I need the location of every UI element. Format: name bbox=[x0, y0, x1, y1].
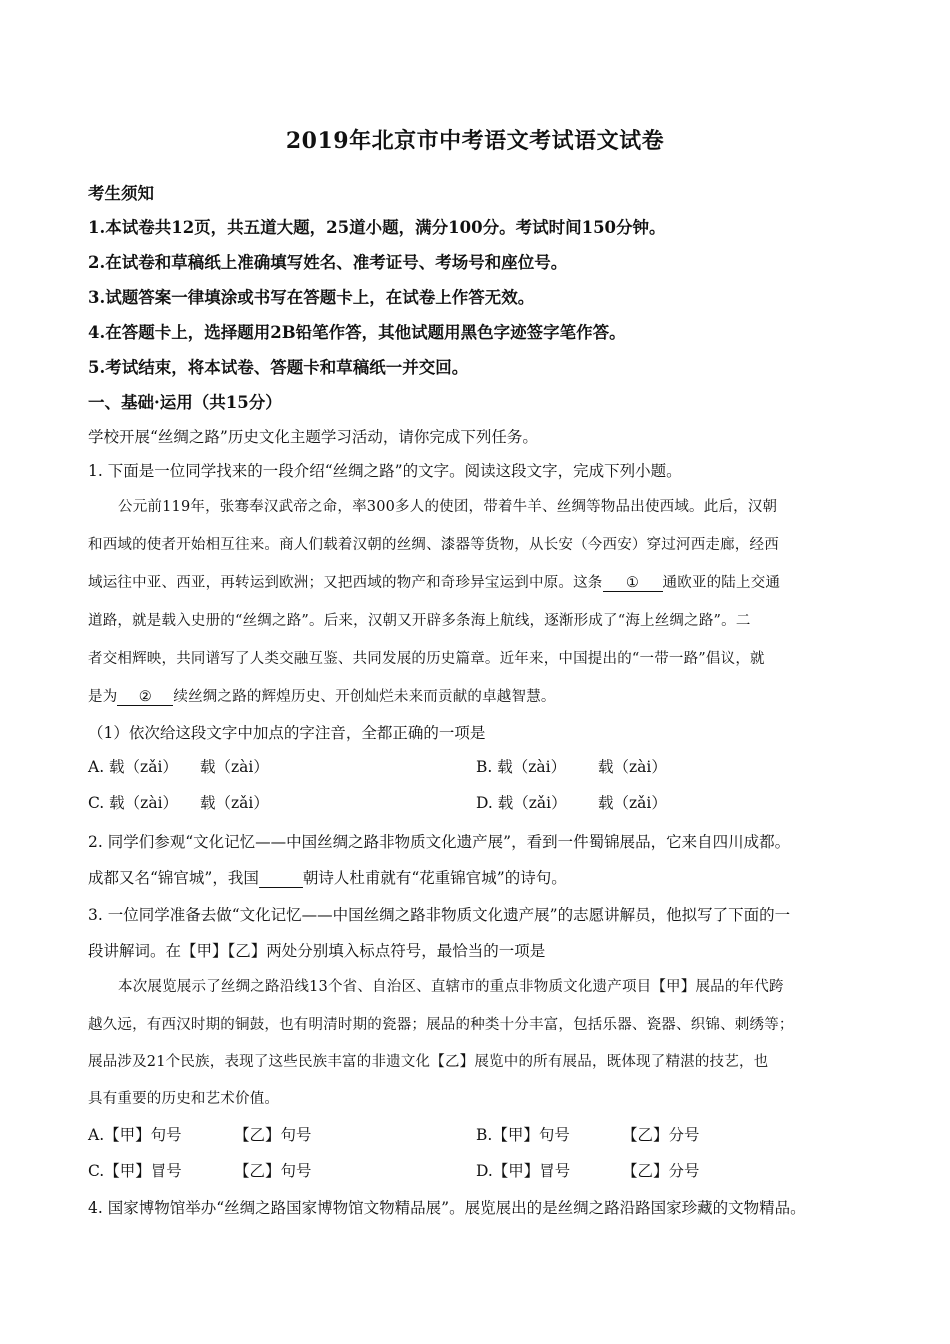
passage-1-line-2: 和西域的使者开始相互往来。商人们载着汉朝的丝绸、漆器等货物，从长安（今西安）穿过河西走廊，经西 bbox=[88, 537, 779, 553]
q1-option-d-second: 载（zǎi） bbox=[598, 794, 667, 812]
passage-1-line-4: 道路，就是载入史册的“丝绸之路”。后来，汉朝又开辟多条海上航线，逐渐形成了“海上丝绸之路”。二 bbox=[88, 613, 751, 629]
q3-option-a: A.【甲】句号 bbox=[88, 1126, 182, 1144]
passage-2-line-1: 本次展览展示了丝绸之路沿线13个省、自治区、直辖市的重点非物质文化遗产项目【甲】展品的年代跨 bbox=[118, 979, 784, 995]
section-heading: 一、基础·运用（共15分） bbox=[88, 393, 282, 412]
passage-2-line-4: 具有重要的历史和艺术价值。 bbox=[88, 1091, 280, 1107]
q3-option-a-second: 【乙】句号 bbox=[234, 1126, 312, 1144]
question-1-stem: 1. 下面是一位同学找来的一段介绍“丝绸之路”的文字。阅读这段文字，完成下列小题。 bbox=[88, 462, 682, 480]
question-2-line-1: 2. 同学们参观“文化记忆——中国丝绸之路非物质文化遗产展”，看到一件蜀锦展品，它来自四川成都。 bbox=[88, 833, 791, 851]
notice-item-1: 1.本试卷共12页，共五道大题，25道小题，满分100分。考试时间150分钟。 bbox=[88, 218, 666, 237]
q1-option-a: A. 载（zǎi） bbox=[88, 758, 178, 776]
notice-item-5: 5.考试结束，将本试卷、答题卡和草稿纸一并交回。 bbox=[88, 358, 469, 377]
notice-item-4: 4.在答题卡上，选择题用2B铅笔作答，其他试题用黑色字迹签字笔作答。 bbox=[88, 323, 626, 342]
passage-1-line-6: 是为 ② 续丝绸之路的辉煌历史、开创灿烂未来而贡献的卓越智慧。 bbox=[88, 689, 556, 705]
notice-heading: 考生须知 bbox=[88, 184, 154, 203]
q3-option-c-second: 【乙】句号 bbox=[234, 1162, 312, 1180]
notice-item-3: 3.试题答案一律填涂或书写在答题卡上，在试卷上作答无效。 bbox=[88, 288, 535, 307]
passage-1-line-3: 域运往中亚、西亚，再转运到欧洲；又把西域的物产和奇珍异宝运到中原。这条 ① 通欧亚的陆上交通 bbox=[88, 575, 781, 591]
q3-option-c: C.【甲】冒号 bbox=[88, 1162, 182, 1180]
question-2-line-2: 成都又名“锦官城”，我国 朝诗人杜甫就有“花重锦官城”的诗句。 bbox=[88, 869, 567, 887]
page-title: 2019年北京市中考语文考试语文试卷 bbox=[285, 128, 665, 154]
blank-1: ① bbox=[603, 575, 663, 592]
question-3-line-1: 3. 一位同学准备去做“文化记忆——中国丝绸之路非物质文化遗产展”的志愿讲解员，他拟写了下面的一 bbox=[88, 906, 791, 924]
passage-1-line-5: 者交相辉映，共同谱写了人类交融互鉴、共同发展的历史篇章。近年来，中国提出的“一带一路”倡议，就 bbox=[88, 651, 765, 667]
passage-1-line-1: 公元前119年，张骞奉汉武帝之命，率300多人的使团，带着牛羊、丝绸等物品出使西域。此后，汉朝 bbox=[118, 499, 778, 515]
q1-option-c-second: 载（zǎi） bbox=[200, 794, 269, 812]
q1-option-d: D. 载（zǎi） bbox=[476, 794, 567, 812]
q1-option-a-second: 载（zài） bbox=[200, 758, 269, 776]
question-3-line-2: 段讲解词。在【甲】【乙】两处分别填入标点符号，最恰当的一项是 bbox=[88, 942, 546, 960]
q1-option-c: C. 载（zài） bbox=[88, 794, 179, 812]
q1-option-b-second: 载（zài） bbox=[598, 758, 667, 776]
q3-option-b: B.【甲】句号 bbox=[476, 1126, 570, 1144]
answer-blank bbox=[259, 869, 303, 888]
question-4-line-1: 4. 国家博物馆举办“丝绸之路国家博物馆文物精品展”。展览展出的是丝绸之路沿路国家珍藏的文物精品。 bbox=[88, 1199, 806, 1217]
notice-item-2: 2.在试卷和草稿纸上准确填写姓名、准考证号、考场号和座位号。 bbox=[88, 253, 568, 272]
blank-2: ② bbox=[117, 689, 173, 706]
section-intro: 学校开展“丝绸之路”历史文化主题学习活动，请你完成下列任务。 bbox=[88, 428, 538, 446]
q3-option-d-second: 【乙】分号 bbox=[622, 1162, 700, 1180]
q3-option-d: D.【甲】冒号 bbox=[476, 1162, 571, 1180]
question-1-sub-1: （1）依次给这段文字中加点的字注音，全都正确的一项是 bbox=[88, 724, 486, 742]
passage-2-line-3: 展品涉及21个民族，表现了这些民族丰富的非遗文化【乙】展览中的所有展品，既体现了精湛的技艺，也 bbox=[88, 1054, 769, 1070]
q1-option-b: B. 载（zài） bbox=[476, 758, 567, 776]
q3-option-b-second: 【乙】分号 bbox=[622, 1126, 700, 1144]
passage-2-line-2: 越久远，有西汉时期的铜鼓，也有明清时期的瓷器；展品的种类十分丰富，包括乐器、瓷器、织锦、刺绣等； bbox=[88, 1017, 794, 1033]
